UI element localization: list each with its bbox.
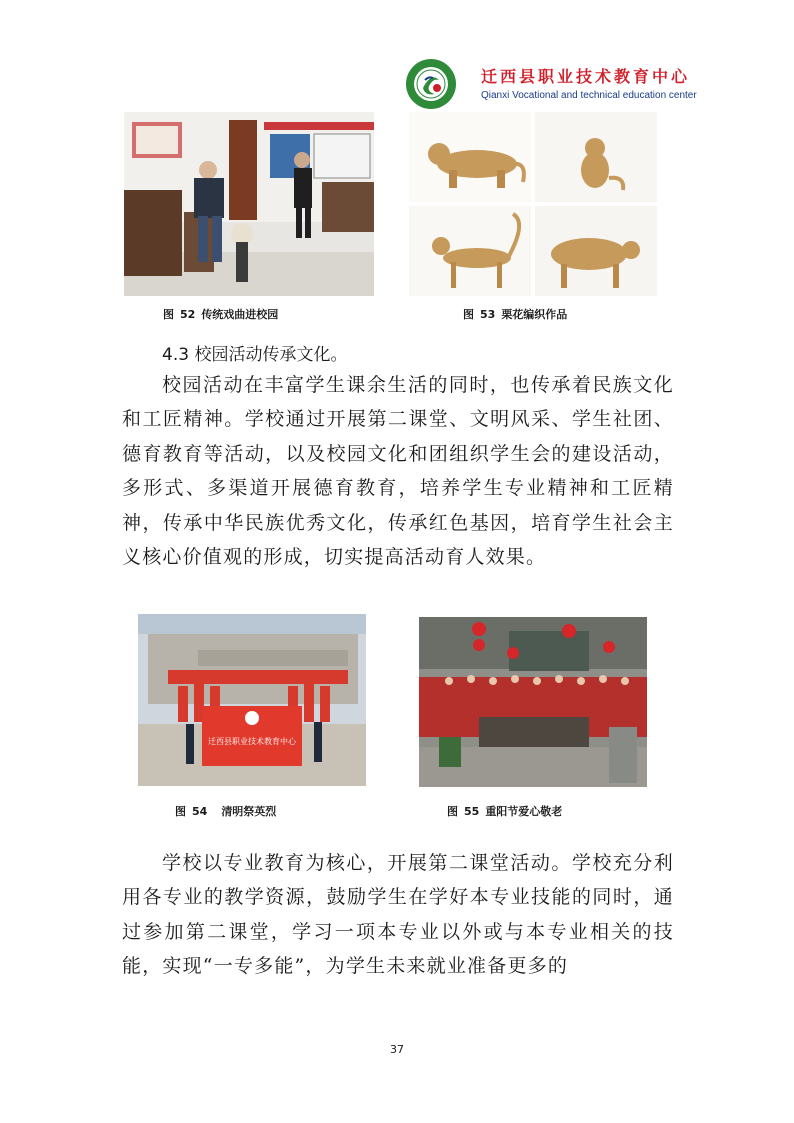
figure-52-number: 52: [180, 308, 196, 321]
body-paragraph-2: 学校以专业教育为核心，开展第二课堂活动。学校充分利用各专业的教学资源，鼓励学生在学好本专业技能的同时，通过参加第二课堂，学习一项本专业以外或与本专业相关的技能，实现“一专多能”，为学生未来就业准备更多的: [122, 852, 674, 978]
body-paragraph-1: 校园活动在丰富学生课余生活的同时，也传承着民族文化和工匠精神。学校通过开展第二课堂、文明风采、学生社团、德育教育等活动，以及校园文化和团组织学生会的建设活动，多形式、多渠道开展德育教育，培养学生专业精神和工匠精神，传承中华民族优秀文化，传承红色基因，培育学生社会主义核心价值观的形成，切实提高活动育人效果。: [122, 374, 674, 569]
figure-52-text: 传统戏曲进校园: [201, 308, 279, 321]
page-header: [395, 54, 695, 114]
figure-52-caption: [163, 306, 278, 322]
figure-53-caption: [463, 306, 567, 322]
figure-53-number: 53: [480, 308, 496, 321]
photo-qingming-ceremony: [138, 614, 366, 786]
figure-53-label: 图: [463, 308, 474, 321]
figure-55-number: 55: [464, 805, 480, 818]
photo-opera-in-school: [124, 112, 374, 296]
figure-55-label: 图: [447, 805, 458, 818]
figure-55-caption: [447, 803, 562, 819]
figure-54-number: 54: [192, 805, 208, 818]
figure-54-caption: [175, 803, 276, 819]
figure-53-text: 栗花编织作品: [501, 308, 568, 321]
photo-double-ninth-elderly-care: [419, 617, 647, 787]
section-title: 4.3 校园活动传承文化。: [162, 345, 348, 365]
org-name-cn: 迁西县职业技术教育中心: [481, 67, 691, 86]
photo-weaving-works: [409, 112, 657, 296]
figure-54-label: 图: [175, 805, 186, 818]
school-logo: [405, 58, 457, 110]
org-name-en: Qianxi Vocational and technical education center: [481, 90, 697, 101]
flag-banner-text: 迁西县职业技术教育中心: [208, 737, 296, 746]
figure-55-text: 重阳节爱心敬老: [485, 805, 563, 818]
figure-52-label: 图: [163, 308, 174, 321]
figure-54-text: 清明祭英烈: [221, 805, 277, 818]
page-number: 37: [390, 1043, 404, 1056]
